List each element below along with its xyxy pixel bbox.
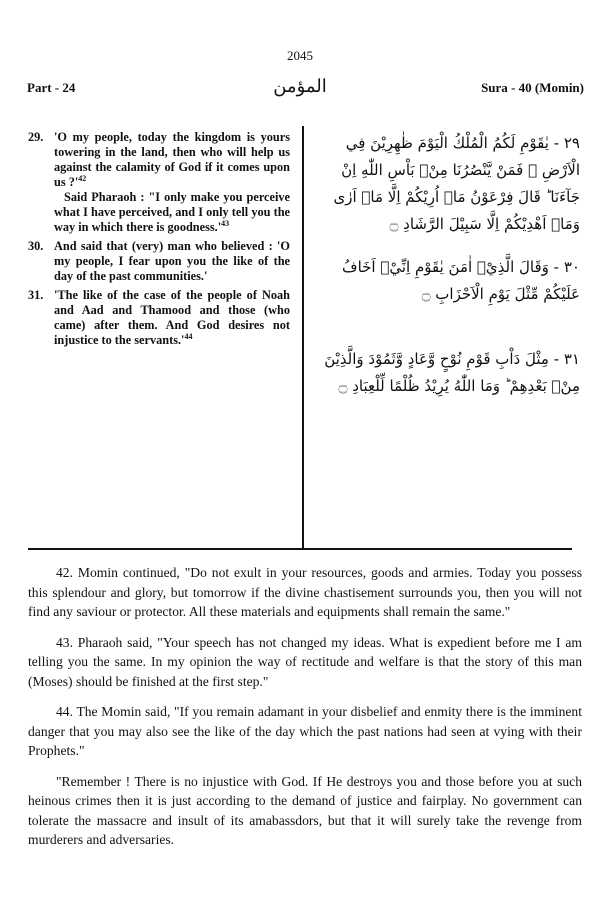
translation-column <box>28 130 290 352</box>
arabic-verse-29: ٢٩ - يٰقَوْمِ لَكُمُ الْمُلْكُ الْيَوْمَ ظٰهِرِيْنَ فِي الْاَرْضِ ۫ فَمَنْ يَّنْصُرُنَا مِنْۢ بَاْسِ اللّٰهِ اِنْ جَآءَنَا ؕ قَالَ فِرْعَوْنُ مَاۤ اُرِيْكُمْ اِلَّا مَاۤ اَرٰى وَمَاۤ اَهْدِيْكُمْ اِلَّا سَبِيْلَ الرَّشَادِ ۝ <box>333 134 580 233</box>
sura-label: Sura - 40 (Momin) <box>481 80 584 95</box>
footnote-44: 44. The Momin said, "If you remain adamant in your disbelief and enmity there is the imminent danger that you may also see the like of the day which the past nations had seen at vying with their Prophets." <box>28 704 582 758</box>
verse-30 <box>28 239 290 284</box>
footnote-ref: 44 <box>184 331 193 341</box>
verse-paragraph <box>54 130 290 190</box>
part-label: Part - 24 <box>27 80 76 95</box>
verse-number: 29. <box>28 130 44 144</box>
verse-29 <box>28 130 290 235</box>
arabic-verse-31: ٣١ - مِثْلَ دَاْبِ قَوْمِ نُوْحٍ وَّعَادٍ وَّثَمُوْدَ وَالَّذِيْنَ مِنْۢ بَعْدِهِمْ ؕ وَمَا اللّٰهُ يُرِيْدُ ظُلْمًا لِّلْعِبَادِ ۝ <box>324 350 580 395</box>
footnote-43: 43. Pharaoh said, "Your speech has not changed my ideas. What is expedient before me I am telling you the same. In my opinion the way of rectitude and welfare is that the story of this man (Moses) should be finished at the first step." <box>28 634 582 689</box>
verse-31 <box>28 288 290 348</box>
verse-number: 31. <box>28 288 44 302</box>
verse-paragraph <box>54 288 290 348</box>
verse-paragraph <box>54 239 290 284</box>
footnote-44-continued: "Remember ! There is no injustice with God. If He destroys you and those before you at such heinous crimes then it is just according to the demand of justice and fairplay. No government can tolerate the massacre and insult of its amabassdors, but that it will surely take the revenge from murderers and adversaries. <box>28 773 582 847</box>
footnote-ref: 43 <box>221 218 230 228</box>
footnote-divider <box>28 548 572 550</box>
footnote-42: 42. Momin continued, "Do not exult in your resources, goods and armies. Today you possess this splendour and glory, but tomorrow if the divine chastisement surrounds you, then you will not find any saviour or protector. All these materials and equipments shall remain the same." <box>28 565 582 619</box>
column-divider <box>302 126 304 548</box>
footnote-ref: 42 <box>78 173 87 183</box>
sura-title-arabic: المؤمن <box>273 76 327 96</box>
page-number: 2045 <box>287 48 313 63</box>
verse-text <box>54 130 290 235</box>
arabic-column <box>318 130 580 416</box>
footnotes-section <box>28 563 582 861</box>
verse-paragraph-text: And said that (very) man who believed : 'O my people, I fear upon you the like of the day of the past communities.' <box>54 239 290 283</box>
verse-paragraph-text: 'The like of the case of the people of Noah and Aad and Thamood and those (who came) after them. And God desires not injustice to the servants.' <box>54 288 290 347</box>
verse-paragraph-text: 'O my people, today the kingdom is yours towering in the land, then who will help us against the calamity of God if it comes upon us ?' <box>54 130 290 189</box>
verse-text <box>54 239 290 284</box>
verse-paragraph <box>54 190 290 235</box>
arabic-verse-30: ٣٠ - وَقَالَ الَّذِيْۤ اٰمَنَ يٰقَوْمِ اِنِّيْۤ اَخَافُ عَلَيْكُمْ مِّثْلَ يَوْمِ الْاَحْزَابِ ۝ <box>342 258 580 303</box>
verse-paragraph-text: Said Pharaoh : "I only make you perceive what I have perceived, and I only tell you the way in which there is goodness.' <box>54 190 290 234</box>
verse-number: 30. <box>28 239 44 253</box>
verse-text <box>54 288 290 348</box>
